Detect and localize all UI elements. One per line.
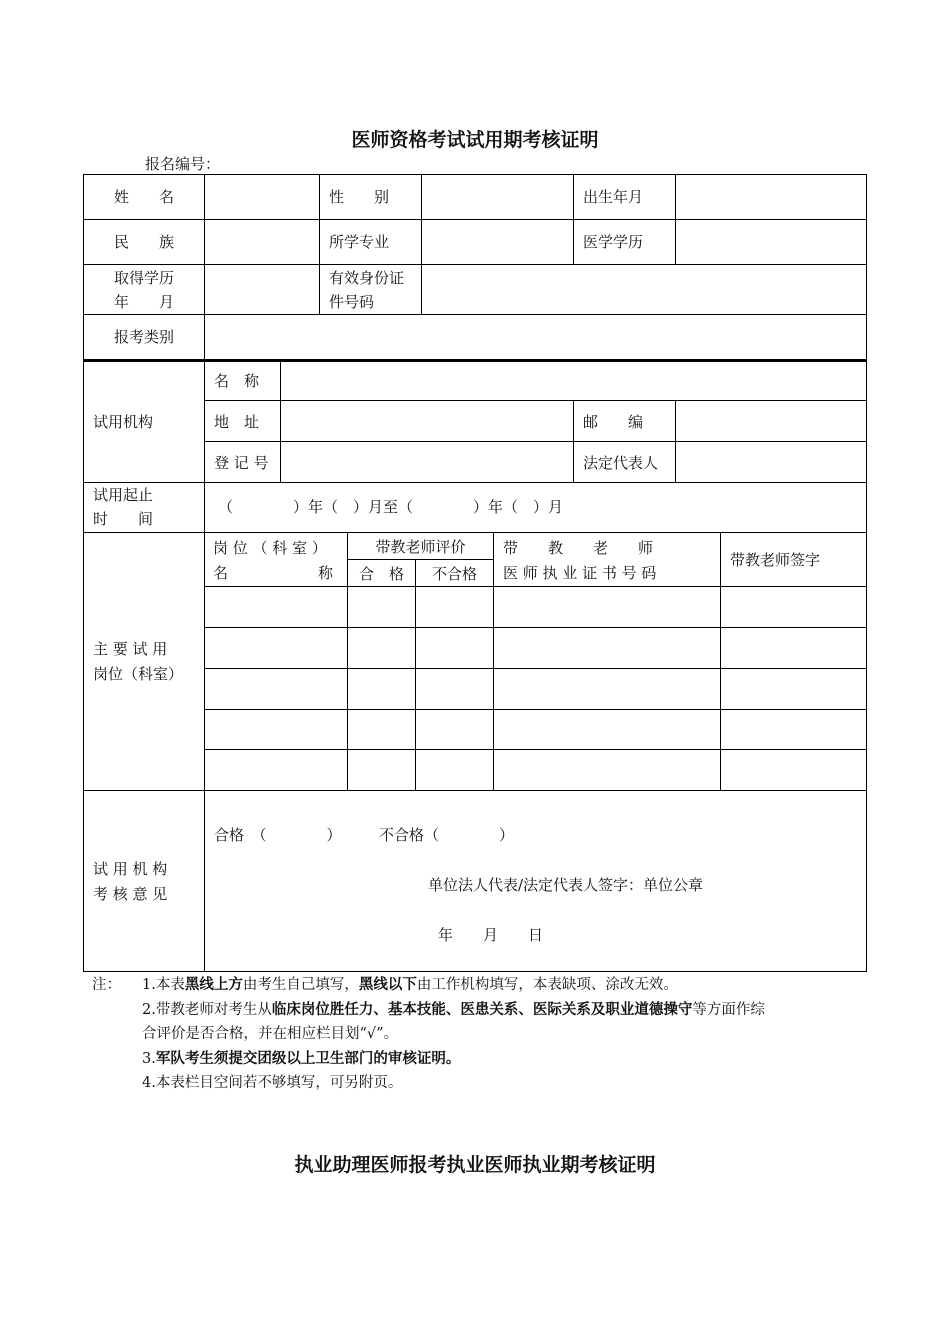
postal-code-label: 邮 编: [583, 413, 644, 431]
registration-number-label: 报名编号：: [145, 155, 221, 173]
fail-column-header: 不合格: [431, 565, 477, 583]
teacher-evaluation-header: 带教老师评价: [375, 538, 466, 556]
id-number-label-line2: 件号码: [329, 293, 375, 311]
legal-representative-label: 法定代表人: [583, 454, 659, 472]
name-label: 姓 名: [113, 188, 174, 206]
note-3: 3.军队考生须提交团级以上卫生部门的审核证明。: [142, 1049, 461, 1067]
trial-period-text: （ ）年（ ）月至（ ）年（ ）月: [218, 498, 564, 516]
second-document-title: 执业助理医师报考执业医师执业期考核证明: [294, 1154, 656, 1176]
position-column-header-line2: 名 称: [213, 564, 334, 582]
black-divider-line: [83, 359, 867, 362]
note-2-continued: 合评价是否合格，并在相应栏目划“√”。: [142, 1026, 399, 1042]
note-1: 1.本表黑线上方由考生自己填写，黑线以下由工作机构填写，本表缺项、涂改无效。: [142, 976, 678, 993]
degree-date-label-line1: 取得学历: [113, 269, 174, 287]
birth-date-label: 出生年月: [583, 188, 644, 206]
date-text: 年 月 日: [438, 926, 544, 944]
major-label: 所学专业: [329, 233, 390, 251]
org-opinion-label-line2: 考 核 意 见: [93, 885, 168, 903]
pass-column-header: 合 格: [358, 565, 404, 583]
education-label: 医学学历: [583, 233, 644, 251]
id-number-label-line1: 有效身份证: [329, 269, 405, 287]
ethnicity-label: 民 族: [113, 233, 174, 251]
main-positions-label-line2: 岗位（科室）: [93, 665, 184, 683]
org-opinion-label-line1: 试 用 机 构: [93, 860, 168, 878]
note-2: 2.带教老师对考生从临床岗位胜任力、基本技能、医患关系、医际关系及职业道德操守等方面作综: [142, 1000, 765, 1018]
degree-date-label-line2: 年 月: [113, 293, 174, 311]
trial-period-label-line2: 时 间: [93, 510, 154, 528]
document-title: 医师资格考试试用期考核证明: [351, 129, 599, 151]
org-address-label: 地 址: [214, 413, 260, 431]
gender-label: 性 别: [329, 188, 390, 206]
notes-label: 注：: [92, 977, 121, 993]
position-column-header-line1: 岗 位 （ 科 室 ）: [213, 539, 327, 557]
teacher-signature-header: 带教老师签字: [730, 551, 821, 569]
trial-org-label: 试用机构: [93, 413, 154, 431]
teacher-cert-header-line1: 带 教 老 师: [503, 539, 654, 557]
teacher-cert-header-line2: 医 师 执 业 证 书 号 码: [503, 564, 657, 582]
main-positions-label-line1: 主 要 试 用: [93, 640, 168, 658]
notes-section: [92, 973, 867, 1096]
note-4: 4.本表栏目空间若不够填写，可另附页。: [142, 1075, 403, 1091]
trial-period-label-line1: 试用起止: [93, 486, 154, 504]
registration-code-label: 登 记 号: [214, 454, 269, 472]
org-name-label: 名 称: [214, 372, 260, 390]
pass-fail-text: 合格 （ ） 不合格（ ）: [214, 826, 515, 844]
exam-category-label: 报考类别: [113, 328, 174, 346]
signature-seal-text: 单位法人代表/法定代表人签字：单位公章: [428, 876, 704, 894]
